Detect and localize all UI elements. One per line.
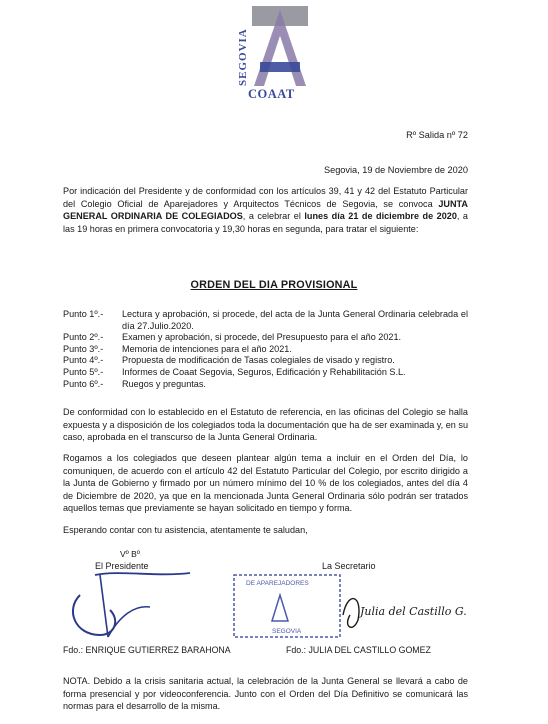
intro-paragraph: Por indicación del Presidente y de conformidad con los artículos 39, 41 y 42 del Estatuto Particular del Colegio Oficial de Aparejadores y Arquitectos Técnicos de Segovia, se convoca JUNTA GENERAL ORDINARIA DE COLEGIADOS, a celebrar el lunes día 21 de diciembre de 2020, a las 19 horas en primera convocatoria y 19,30 horas en segunda, para tratar el siguiente: <box>63 186 468 234</box>
svg-text:SEGOVIA: SEGOVIA <box>272 628 302 635</box>
agenda-item: Punto 2º.- Examen y aprobación, si procede, del Presupuesto para el año 2021. <box>63 332 402 343</box>
secretary-role: La Secretario <box>322 561 376 571</box>
closing-line: Esperando contar con tu asistencia, atentamente te saludan, <box>63 525 308 535</box>
secretary-name: Fdo.: JULIA DEL CASTILLO GOMEZ <box>286 645 431 655</box>
official-stamp <box>232 573 342 639</box>
president-name: Fdo.: ENRIQUE GUTIERREZ BARAHONA <box>63 645 231 655</box>
approval-mark: Vº Bº <box>120 549 140 559</box>
president-signature <box>60 565 200 645</box>
document-date: Segovia, 19 de Noviembre de 2020 <box>323 165 468 175</box>
agenda-item: Punto 6º.- Ruegos y preguntas. <box>63 378 206 389</box>
meeting-type: JUNTA GENERAL ORDINARIA DE COLEGIADOS <box>63 198 468 222</box>
agenda-item: Punto 4º.- Propuesta de modificación de Tasas colegiales de visado y registro. <box>63 355 395 366</box>
logo-vertical-text: SEGOVIA <box>237 28 249 86</box>
documentation-paragraph: De conformidad con lo establecido en el Estatuto de referencia, en las oficinas del Colegio se halla expuesta y a disposición de los colegiados toda la documentación que ha de ser examinada y, en su caso, aprobada en el transcurso de la Junta General Ordinaria. <box>63 407 468 443</box>
logo-bar <box>260 62 300 72</box>
agenda-list <box>63 309 468 390</box>
reference-number: Rº Salida nº 72 <box>406 130 468 140</box>
president-role: El Presidente <box>95 561 149 571</box>
secretary-signature <box>338 585 468 635</box>
proposals-paragraph: Rogamos a los colegiados que deseen plantear algún tema a incluir en el Orden del Día, lo comuniquen, de acuerdo con el artículo 42 del Estatuto Particular del Colegio, por escrito dirigido a la Junta de Gobierno y firmado por un número mínimo del 10 % de los colegiados, antes del día 4 de Diciembre de 2020, ya que en la mencionada Junta General Ordinaria sólo podrán ser tratados aquellos temas que previamente se hayan solicitado en tiempo y forma. <box>63 453 468 514</box>
logo-org-name: COAAT <box>248 87 295 101</box>
agenda-item: Punto 3º.- Memoria de intenciones para el año 2021. <box>63 343 292 354</box>
meeting-date: lunes día 21 de diciembre de 2020 <box>304 211 457 222</box>
agenda-item: Punto 5º.- Informes de Coaat Segovia, Seguros, Edificación y Rehabilitación S.L. <box>63 366 406 377</box>
svg-text:Julia del Castillo G.: Julia del Castillo G. <box>360 605 467 618</box>
coaat-logo <box>232 6 322 88</box>
agenda-item: Punto 1º.- Lectura y aprobación, si procede, del acta de la Junta General Ordinaria celebrada el día 27.Julio.2020. <box>63 309 468 331</box>
agenda-title: ORDEN DEL DIA PROVISIONAL <box>190 279 358 291</box>
svg-text:DE APAREJADORES: DE APAREJADORES <box>246 580 309 587</box>
footer-note: NOTA. Debido a la crisis sanitaria actual, la celebración de la Junta General se llevará a cabo de forma presencial y por videoconferencia. Junto con el Orden del Día Definitivo se comunicará las normas para el desarrollo de la misma. <box>63 676 468 712</box>
